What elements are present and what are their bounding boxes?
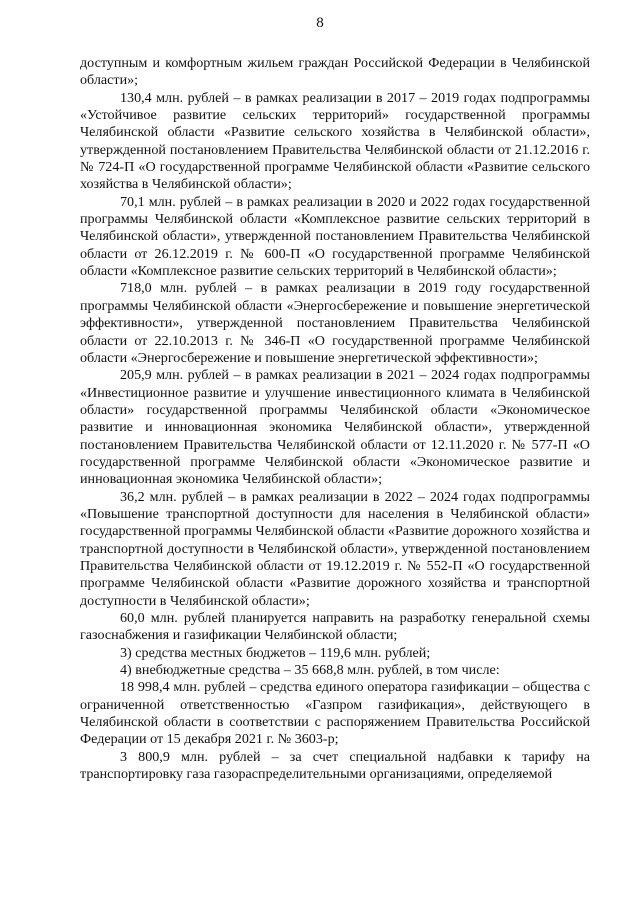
paragraph-funding-rural: 70,1 млн. рублей – в рамках реализации в 2020 и 2022 годах государственной программы Челябинской области «Комплексное развитие сельских территорий в Челябинской области», утвержденной постановлением Правительства Челябинской области от 26.12.2019 г. № 600-П «О государственной программе Челябинской области «Комплексное развитие сельских территорий в Челябинской области»; <box>80 193 590 280</box>
paragraph-funding-investment: 205,9 млн. рублей – в рамках реализации в 2021 – 2024 годах подпрограммы «Инвестиционное развитие и улучшение инвестиционного климата в Челябинской области» государственной программы Челябинской области «Экономическое развитие и инновационная экономика Челябинской области», утвержденной постановлением Правительства Челябинской области от 12.11.2020 г. № 577-П «О государственной программе Челябинской области «Экономическое развитие и инновационная экономика Челябинской области»; <box>80 367 590 488</box>
paragraph-extrabudgetary: 4) внебюджетные средства – 35 668,8 млн. рублей, в том числе: <box>120 662 500 679</box>
paragraph-continuation: доступным и комфортным жильем граждан Российской Федерации в Челябинской области»; <box>80 55 590 89</box>
paragraph-tariff-surcharge: 3 800,9 млн. рублей – за счет специальной надбавки к тарифу на транспортировку газа газораспределительными организациями, определяемой <box>80 748 590 783</box>
paragraph-funding-energy: 718,0 млн. рублей – в рамках реализации в 2019 году государственной программы Челябинской области «Энергосбережение и повышение энергетической эффективности», утвержденной постановлением Правительства Челябинской области от 22.10.2013 г. № 346-П «О государственной программе Челябинской области «Энергосбережение и повышение энергетической эффективности»; <box>80 280 590 366</box>
paragraph-gazprom: 18 998,4 млн. рублей – средства единого оператора газификации – общества с ограниченной ответственностью «Газпром газификация», действующего в Челябинской области в соответствии с распоряжением Правительства Российской Федерации от 15 декабря 2021 г. № 3603-р; <box>80 679 590 748</box>
paragraph-funding-agriculture: 130,4 млн. рублей – в рамках реализации в 2017 – 2019 годах подпрограммы «Устойчивое развитие сельских территорий» государственной программы Челябинской области «Развитие сельского хозяйства в Челябинской области», утвержденной постановлением Правительства Челябинской области от 21.12.2016 г. № 724-П «О государственной программе Челябинской области «Развитие сельского хозяйства в Челябинской области»; <box>80 89 590 193</box>
document-body <box>80 55 590 783</box>
page-number: 8 <box>316 15 324 31</box>
paragraph-local-budgets: 3) средства местных бюджетов – 119,6 млн. рублей; <box>120 644 431 661</box>
paragraph-funding-transport: 36,2 млн. рублей – в рамках реализации в 2022 – 2024 годах подпрограммы «Повышение транспортной доступности для населения в Челябинской области» государственной программы Челябинской области «Развитие дорожного хозяйства и транспортной доступности в Челябинской области», утвержденной постановлением Правительства Челябинской области от 19.12.2019 г. № 552-П «О государственной программе Челябинской области «Развитие дорожного хозяйства и транспортной доступности в Челябинской области»; <box>80 488 590 609</box>
paragraph-funding-gas-scheme: 60,0 млн. рублей планируется направить на разработку генеральной схемы газоснабжения и газификации Челябинской области; <box>80 610 590 644</box>
